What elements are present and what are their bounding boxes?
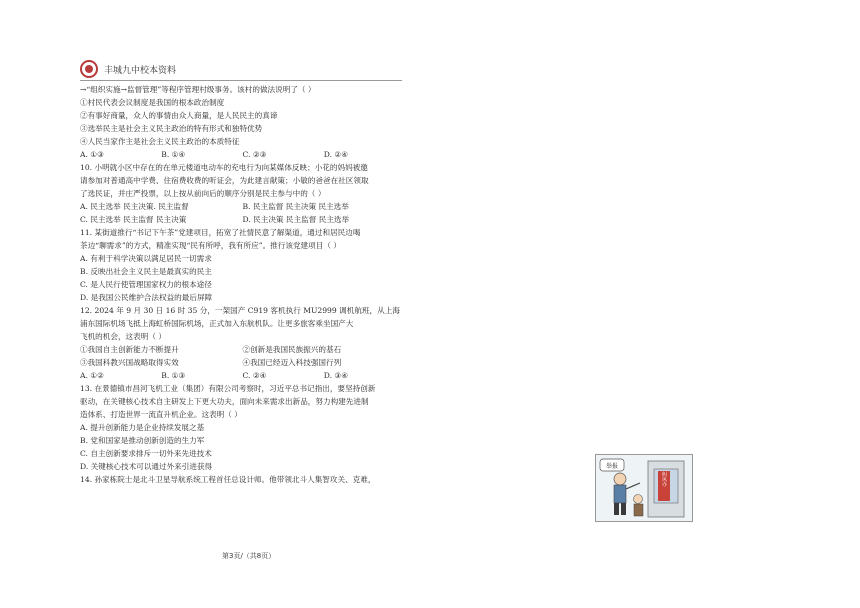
option: B. 党和国家是推动创新创造的生力军: [80, 436, 205, 445]
option: A. ①②: [80, 371, 104, 380]
text-line: 飞机的机会，这表明（ ）: [80, 332, 166, 341]
question-13: 13. 在景德镇市昌河飞机工业（集团）有限公司考察时，习近平总书记指出，要坚持创新: [80, 384, 376, 393]
option: C. ②④: [242, 371, 267, 380]
question-11: 11. 某街道推行“书记下午茶”党建项目，拓宽了社情民意了解渠道，通过和居民边喝: [80, 228, 361, 237]
header-rule: [80, 80, 402, 81]
statement: ①我国自主创新能力不断提升: [80, 345, 179, 354]
answer-options: [80, 213, 405, 226]
page-header: [80, 58, 176, 80]
cartoon-drawing: [596, 455, 692, 521]
option: B. ①④: [161, 150, 186, 159]
option: C. 自主创新要求排斥一切外来先进技术: [80, 449, 212, 458]
statement: ②创新是我国民族振兴的基石: [242, 345, 342, 354]
option: B. 反映出社会主义民主是最真实的民主: [80, 267, 212, 276]
statement: ③我国科教兴国战略取得实效: [80, 358, 179, 367]
text-line: ③选举民主是社会主义民主政治的特有形式和独特优势: [80, 124, 263, 133]
text-line: 造体系、打造世界一流直升机企业。这表明（ ）: [80, 410, 242, 419]
answer-options: [80, 200, 405, 213]
school-logo-icon: [80, 60, 98, 78]
question-10: 10. 小明就小区中存在的在单元楼道电动车的充电行为向某媒体反映；小花的妈妈被邀: [80, 163, 368, 172]
text-line: 茶边“聊需求”的方式，精准实现“民有所呼，我有所应”。推行该党建项目（ ）: [80, 241, 341, 250]
option: B. 民主监督 民主决策 民主选举: [242, 202, 349, 211]
option: B. ①③: [161, 371, 186, 380]
text-line: 驱动，在关键核心技术自主研发上下更大功夫，面向未来需求出新品，努力构建先进制: [80, 397, 369, 406]
statement-items: [80, 356, 405, 369]
question-12: 12. 2024 年 9 月 30 日 16 时 35 分，一架国产 C919 客机执行 MU2999 调机航班，从上海: [80, 306, 400, 315]
bubble-text: 举报: [605, 463, 619, 470]
page-number: 第3页/（共8页）: [222, 552, 276, 560]
text-line: ②有事好商量，众人的事情由众人商量，是人民民主的真谛: [80, 111, 278, 120]
header-title: 丰城九中校本资料: [104, 65, 177, 76]
option: C. 民主选举 民主监督 民主决策: [80, 215, 187, 224]
option: A. ①③: [80, 150, 104, 159]
option: D. 民主决策 民主监督 民主选举: [242, 215, 350, 224]
page-content: [80, 83, 405, 486]
option: A. 民主选举 民主决策. 民主监督: [80, 202, 189, 211]
statement-items: [80, 343, 405, 356]
answer-options: [80, 148, 405, 161]
option: A. 有利于科学决策以满足居民一切需求: [80, 254, 212, 263]
option: D. ③④: [323, 371, 349, 380]
question-14: 14. 孙家栋院士是北斗卫星导航系统工程首任总设计师。他带领北斗人集智攻关、克难，: [80, 475, 376, 484]
statement: ④我国已经迈入科技强国行列: [242, 358, 342, 367]
text-line: →“组织实施→监督管理”等程序管理村级事务。该村的做法说明了（ ）: [80, 85, 316, 94]
option: D. ②④: [323, 150, 349, 159]
text-line: 浦东国际机场飞抵上海虹桥国际机场，正式加入东航机队。让更多旅客乘坐国产大: [80, 319, 354, 328]
answer-options: [80, 369, 405, 382]
banner-text: 纠风办: [661, 471, 667, 487]
text-line: ④人民当家作主是社会主义民主政治的本质特征: [80, 137, 240, 146]
text-line: 了选民证，并庄严投票，以上按从前向后的顺序分别是民主参与中的（ ）: [80, 189, 326, 198]
option: C. ②③: [242, 150, 267, 159]
option: D. 是我国公民维护合法权益的最后屏障: [80, 293, 213, 302]
option: D. 关键核心技术可以通过外来引进获得: [80, 462, 213, 471]
option: A. 提升创新能力是企业持续发展之基: [80, 423, 205, 432]
text-line: 请参加对普通高中学费、住宿费收费的听证会，为此建言献策；小敏的爸爸在社区领取: [80, 176, 369, 185]
cartoon-illustration: [595, 454, 693, 522]
text-line: ①村民代表会议制度是我国的根本政治制度: [80, 98, 225, 107]
option: C. 是人民行使管理国家权力的根本途径: [80, 280, 212, 289]
